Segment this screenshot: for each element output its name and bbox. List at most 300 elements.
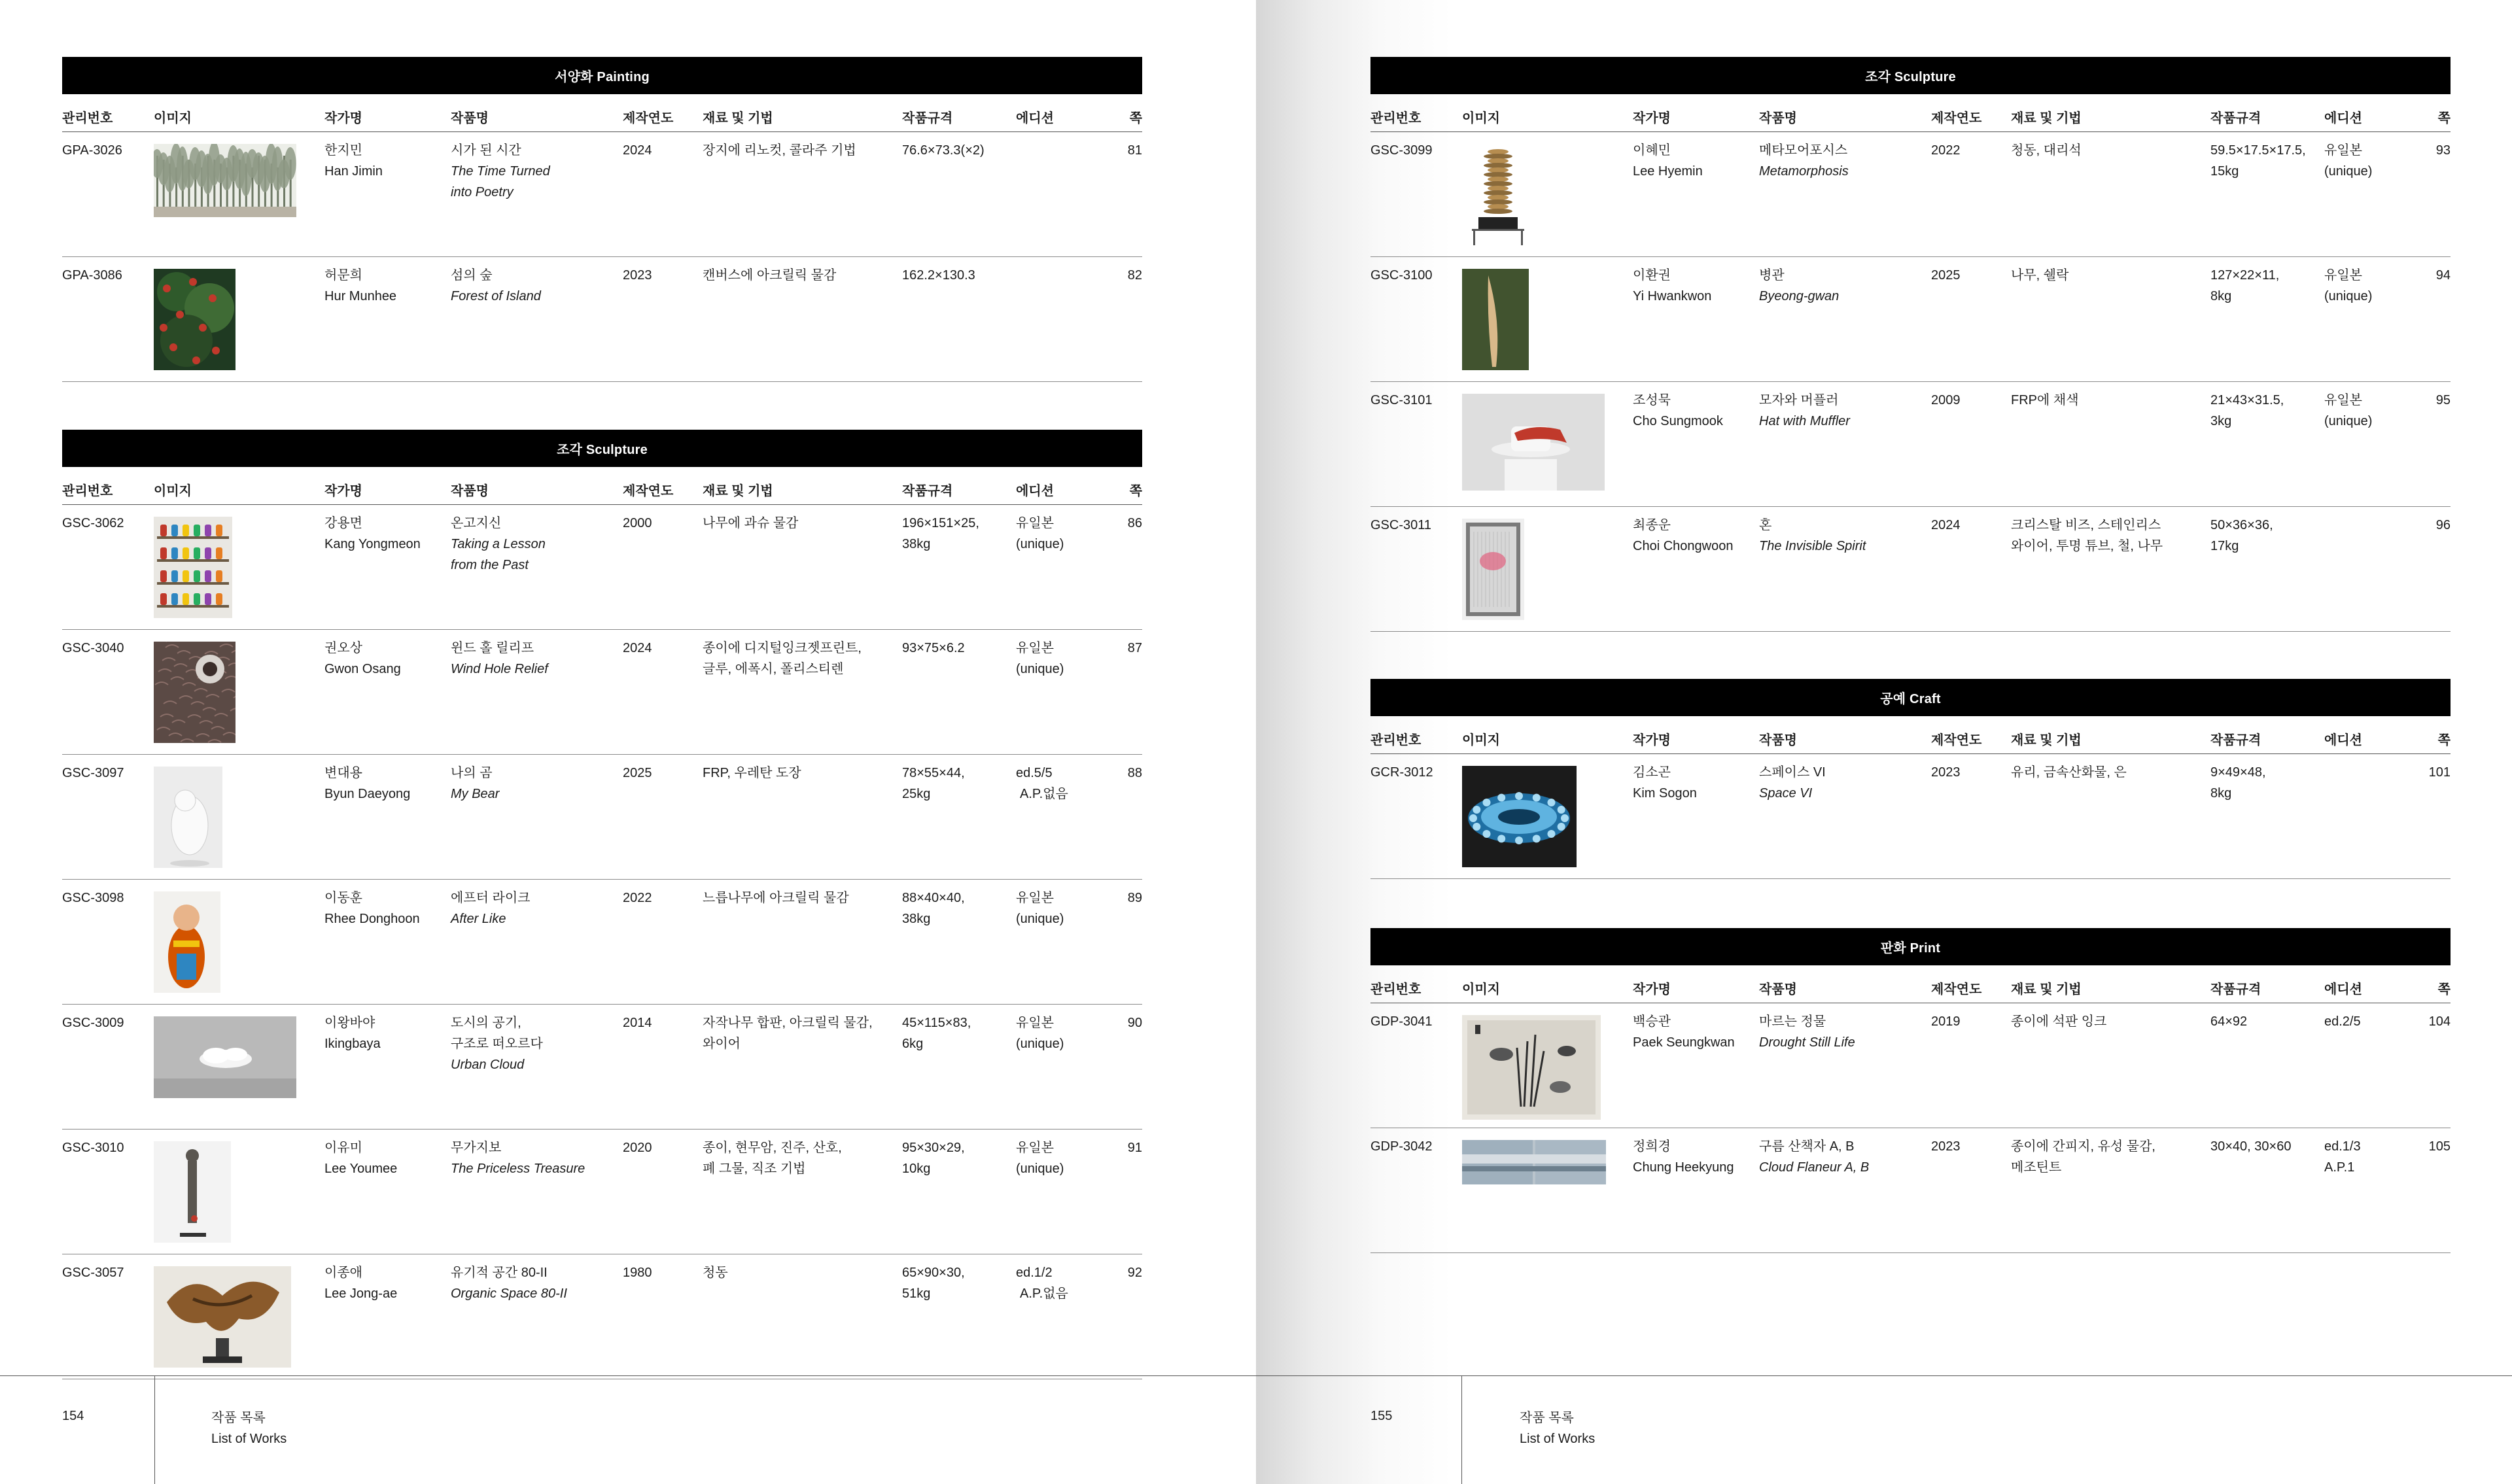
artist-name-en: Kang Yongmeon — [324, 537, 421, 551]
artist-name-kr: 강용면 — [324, 516, 362, 530]
artist-cell — [324, 265, 396, 307]
edition-line: (unique) — [2324, 289, 2373, 303]
edition-line: (unique) — [1016, 1037, 1064, 1051]
page-ref: 95 — [2435, 393, 2451, 407]
page-ref: 94 — [2435, 268, 2451, 283]
material-line: 폐 그물, 직조 기법 — [703, 1162, 806, 1176]
artist-cell — [324, 513, 421, 555]
section-painting — [62, 57, 1142, 382]
title-en: Space VI — [1759, 786, 1813, 801]
footer-title-en: List of Works — [1520, 1432, 1596, 1446]
print-cloud-image — [1462, 1140, 1606, 1184]
size-line: 93×75×6.2 — [902, 641, 965, 655]
artwork-thumbnail — [1462, 394, 1613, 498]
artist-name-en: Kim Sogon — [1633, 786, 1697, 801]
material-line: 자작나무 합판, 아크릴릭 물감, — [703, 1016, 873, 1030]
title-kr: 무가지보 — [451, 1141, 502, 1155]
col-edition: 에디션 — [2324, 111, 2362, 126]
col-id: 관리번호 — [62, 111, 113, 126]
size-cell — [2210, 1011, 2247, 1032]
title-en: Drought Still Life — [1759, 1035, 1855, 1050]
year-cell: 2022 — [623, 891, 652, 905]
material-line: 청동, 대리석 — [2011, 143, 2082, 158]
col-title: 작품명 — [451, 111, 489, 126]
title-cell — [1759, 1011, 1855, 1053]
footer-divider — [0, 1375, 1256, 1376]
title-cell — [1759, 140, 1849, 182]
size-cell — [902, 1262, 965, 1304]
edition-line: ed.1/3 — [2324, 1139, 2361, 1154]
table-row — [62, 630, 1142, 755]
section-header: 서양화 Painting — [62, 57, 1142, 94]
print-stilllife-image — [1462, 1015, 1601, 1120]
edition-line: ed.5/5 — [1016, 766, 1053, 780]
year-cell: 1980 — [623, 1266, 652, 1280]
size-line: 59.5×17.5×17.5, — [2210, 143, 2306, 158]
edition-line: ed.2/5 — [2324, 1014, 2361, 1029]
title-cell — [1759, 390, 1850, 432]
title-cell — [451, 888, 530, 929]
col-image: 이미지 — [1462, 982, 1500, 997]
table-body — [1370, 132, 2451, 632]
material-cell — [2011, 390, 2079, 411]
sculpture-shelves-image — [154, 517, 232, 618]
artist-cell — [1633, 390, 1723, 432]
title-kr: 온고지신 — [451, 516, 502, 530]
edition-line: (unique) — [1016, 1162, 1064, 1176]
material-cell — [2011, 515, 2163, 557]
title-en: Urban Cloud — [451, 1058, 525, 1072]
col-size: 작품규격 — [902, 111, 953, 126]
title-kr: 모자와 머플러 — [1759, 393, 1839, 407]
year-cell: 2024 — [623, 641, 652, 655]
col-year: 제작연도 — [1931, 733, 1982, 748]
sculpture-cloud-image — [154, 1016, 296, 1098]
edition-cell — [1016, 763, 1068, 804]
artwork-id: GSC-3009 — [62, 1016, 124, 1030]
year-cell: 2023 — [1931, 1139, 1961, 1154]
year-cell: 2009 — [1931, 393, 1961, 407]
size-cell — [2210, 390, 2284, 432]
artist-cell — [1633, 1136, 1734, 1178]
page-ref: 81 — [1127, 143, 1142, 158]
artwork-thumbnail — [154, 767, 304, 871]
material-line: 유리, 금속산화물, 은 — [2011, 765, 2127, 780]
artwork-thumbnail — [154, 144, 304, 249]
table-row — [1370, 507, 2451, 632]
material-cell — [2011, 1011, 2106, 1032]
artist-name-en: Paek Seungkwan — [1633, 1035, 1735, 1050]
artist-name-en: Lee Youmee — [324, 1162, 398, 1176]
edition-line: 유일본 — [1016, 891, 1054, 905]
col-id: 관리번호 — [62, 484, 113, 498]
artwork-id: GPA-3026 — [62, 143, 122, 158]
section-craft — [1370, 679, 2451, 879]
artwork-id: GDP-3041 — [1370, 1014, 1433, 1029]
artwork-id: GDP-3042 — [1370, 1139, 1433, 1154]
material-line: FRP, 우레탄 도장 — [703, 766, 801, 780]
title-kr: 시가 된 시간 — [451, 143, 521, 158]
title-kr: 유기적 공간 80-II — [451, 1266, 548, 1280]
page-ref: 105 — [2428, 1139, 2451, 1154]
artwork-thumbnail — [1462, 144, 1613, 249]
size-line: 3kg — [2210, 414, 2232, 428]
painting-trees-image — [154, 144, 296, 217]
col-size: 작품규격 — [2210, 733, 2261, 748]
page-ref: 82 — [1127, 268, 1142, 283]
column-header-row — [1370, 965, 2451, 1003]
col-id: 관리번호 — [1370, 733, 1422, 748]
edition-cell — [1016, 888, 1064, 929]
table-row — [62, 755, 1142, 880]
artwork-thumbnail — [154, 642, 304, 746]
size-line: 6kg — [902, 1037, 924, 1051]
footer-title-en: List of Works — [211, 1432, 287, 1446]
page-number: 154 — [62, 1409, 84, 1423]
edition-line: ed.1/2 — [1016, 1266, 1053, 1280]
material-cell — [2011, 762, 2127, 783]
title-kr: 스페이스 VI — [1759, 765, 1826, 780]
table-row — [1370, 1003, 2451, 1128]
material-cell — [703, 888, 849, 908]
material-cell — [2011, 265, 2068, 286]
artist-name-kr: 허문희 — [324, 268, 362, 283]
size-line: 38kg — [902, 537, 931, 551]
column-header-row — [1370, 94, 2451, 132]
col-edition: 에디션 — [1016, 484, 1054, 498]
artist-name-en: Lee Jong-ae — [324, 1286, 398, 1301]
size-line: 17kg — [2210, 539, 2239, 553]
size-line: 65×90×30, — [902, 1266, 965, 1280]
page-ref: 90 — [1127, 1016, 1142, 1030]
col-artist: 작가명 — [324, 111, 362, 126]
section-header: 조각 Sculpture — [1370, 57, 2451, 94]
artist-cell — [324, 1137, 397, 1179]
size-line: 25kg — [902, 787, 931, 801]
size-line: 9×49×48, — [2210, 765, 2266, 780]
artwork-thumbnail — [1462, 1140, 1613, 1245]
page-ref: 93 — [2435, 143, 2451, 158]
table-body — [62, 505, 1142, 1379]
col-page: 쪽 — [2437, 982, 2451, 997]
edition-cell — [2324, 390, 2372, 432]
size-cell — [902, 140, 985, 161]
artwork-id: GCR-3012 — [1370, 765, 1433, 780]
artwork-thumbnail — [1462, 269, 1613, 373]
edition-line: A.P.없음 — [1020, 1286, 1068, 1301]
table-row — [1370, 257, 2451, 382]
col-year: 제작연도 — [623, 111, 674, 126]
title-cell — [1759, 515, 1866, 557]
artwork-thumbnail — [154, 1016, 304, 1121]
material-cell — [703, 763, 801, 784]
size-line: 38kg — [902, 912, 931, 926]
size-line: 127×22×11, — [2210, 268, 2280, 283]
year-cell: 2020 — [623, 1141, 652, 1155]
size-line: 76.6×73.3(×2) — [902, 143, 985, 158]
year-cell: 2024 — [623, 143, 652, 158]
col-size: 작품규격 — [2210, 982, 2261, 997]
page-ref: 89 — [1127, 891, 1142, 905]
table-row — [1370, 1128, 2451, 1253]
col-material: 재료 및 기법 — [703, 484, 773, 498]
artwork-thumbnail — [154, 269, 304, 373]
title-kr: 섬의 숲 — [451, 268, 493, 283]
edition-cell — [2324, 265, 2372, 307]
material-cell — [2011, 1136, 2155, 1178]
section-print — [1370, 928, 2451, 1253]
title-kr: 메타모어포시스 — [1759, 143, 1848, 158]
material-line: 장지에 리노컷, 콜라주 기법 — [703, 143, 856, 158]
col-title: 작품명 — [1759, 733, 1797, 748]
edition-line: 유일본 — [2324, 393, 2362, 407]
size-cell — [2210, 265, 2279, 307]
sculpture-organic-image — [154, 1266, 291, 1368]
artist-cell — [324, 763, 410, 804]
table-row — [1370, 754, 2451, 879]
edition-cell — [1016, 513, 1064, 555]
page-ref: 88 — [1127, 766, 1142, 780]
title-kr: 혼 — [1759, 518, 1772, 532]
material-line: 글루, 에폭시, 폴리스티렌 — [703, 662, 844, 676]
col-page: 쪽 — [1129, 111, 1142, 126]
artist-cell — [324, 888, 420, 929]
title-en: from the Past — [451, 558, 529, 572]
artwork-id: GSC-3011 — [1370, 518, 1432, 532]
col-year: 제작연도 — [623, 484, 674, 498]
year-cell: 2000 — [623, 516, 652, 530]
year-cell: 2022 — [1931, 143, 1961, 158]
col-artist: 작가명 — [1633, 733, 1671, 748]
artist-name-en: Lee Hyemin — [1633, 164, 1703, 179]
col-artist: 작가명 — [1633, 111, 1671, 126]
footer-vertical-divider — [154, 1375, 155, 1484]
artist-cell — [1633, 1011, 1735, 1053]
artist-cell — [1633, 515, 1733, 557]
page-ref: 96 — [2435, 518, 2451, 532]
artist-name-en: Yi Hwankwon — [1633, 289, 1712, 303]
artwork-id: GSC-3062 — [62, 516, 124, 530]
table-row — [62, 257, 1142, 382]
size-cell — [902, 638, 965, 659]
title-kr: 마르는 정물 — [1759, 1014, 1826, 1029]
title-en: The Time Turned — [451, 164, 550, 179]
size-cell — [902, 763, 965, 804]
section-header: 판화 Print — [1370, 928, 2451, 965]
artist-cell — [1633, 140, 1703, 182]
material-cell — [703, 1137, 842, 1179]
size-cell — [902, 1137, 965, 1179]
artist-name-kr: 김소곤 — [1633, 765, 1671, 780]
col-size: 작품규격 — [2210, 111, 2261, 126]
painting-forest-image — [154, 269, 236, 370]
footer-vertical-divider — [1461, 1375, 1462, 1484]
artist-name-en: Rhee Donghoon — [324, 912, 420, 926]
artwork-thumbnail — [1462, 766, 1613, 871]
page-ref: 92 — [1127, 1266, 1142, 1280]
col-title: 작품명 — [451, 484, 489, 498]
edition-cell — [1016, 1012, 1064, 1054]
title-cell — [1759, 1136, 1869, 1178]
artist-name-kr: 정희경 — [1633, 1139, 1671, 1154]
material-cell — [703, 1012, 873, 1054]
artist-name-en: Hur Munhee — [324, 289, 397, 303]
artist-cell — [324, 1262, 397, 1304]
artist-name-kr: 최종운 — [1633, 518, 1671, 532]
edition-cell — [2324, 140, 2372, 182]
page-ref: 91 — [1127, 1141, 1142, 1155]
title-en: Metamorphosis — [1759, 164, 1849, 179]
col-image: 이미지 — [1462, 733, 1500, 748]
artist-name-kr: 변대용 — [324, 766, 362, 780]
size-line: 78×55×44, — [902, 766, 965, 780]
title-en: Hat with Muffler — [1759, 414, 1850, 428]
table-row — [62, 1005, 1142, 1130]
artwork-thumbnail — [1462, 1015, 1613, 1120]
title-en: Cloud Flaneur A, B — [1759, 1160, 1870, 1175]
material-cell — [703, 1262, 728, 1283]
artwork-id: GSC-3040 — [62, 641, 124, 655]
table-body — [1370, 754, 2451, 879]
edition-line: 유일본 — [1016, 1141, 1054, 1155]
sculpture-wood-image — [1462, 269, 1529, 370]
table-row — [62, 505, 1142, 630]
col-material: 재료 및 기법 — [703, 111, 773, 126]
section-sculpture-right — [1370, 57, 2451, 632]
footer-title-kr: 작품 목록 — [211, 1411, 266, 1425]
section-header: 공예 Craft — [1370, 679, 2451, 716]
col-page: 쪽 — [2437, 733, 2451, 748]
edition-line: (unique) — [2324, 164, 2373, 179]
col-year: 제작연도 — [1931, 982, 1982, 997]
artwork-id: GSC-3101 — [1370, 393, 1433, 407]
col-material: 재료 및 기법 — [2011, 111, 2082, 126]
edition-cell — [2324, 1011, 2361, 1032]
material-cell — [703, 513, 798, 534]
size-line: 30×40, 30×60 — [2210, 1139, 2292, 1154]
title-en: Wind Hole Relief — [451, 662, 548, 676]
material-line: 종이에 간피지, 유성 물감, — [2011, 1139, 2155, 1154]
artist-name-en: Gwon Osang — [324, 662, 401, 676]
title-en: The Invisible Spirit — [1759, 539, 1866, 553]
material-line: 와이어 — [703, 1037, 741, 1051]
title-en: into Poetry — [451, 185, 514, 199]
column-header-row — [62, 94, 1142, 132]
col-page: 쪽 — [2437, 111, 2451, 126]
artist-name-kr: 한지민 — [324, 143, 362, 158]
artist-name-en: Chung Heekyung — [1633, 1160, 1734, 1175]
col-edition: 에디션 — [2324, 982, 2362, 997]
title-kr: 윈드 홀 릴리프 — [451, 641, 534, 655]
artist-name-en: Choi Chongwoon — [1633, 539, 1734, 553]
title-en: My Bear — [451, 787, 500, 801]
title-en: Organic Space 80-II — [451, 1286, 567, 1301]
edition-line: (unique) — [1016, 912, 1064, 926]
artwork-id: GSC-3057 — [62, 1266, 124, 1280]
title-kr: 병관 — [1759, 268, 1785, 283]
title-cell — [451, 265, 541, 307]
title-cell — [451, 763, 499, 804]
edition-line: 유일본 — [1016, 516, 1054, 530]
edition-line: 유일본 — [1016, 1016, 1054, 1030]
year-cell: 2019 — [1931, 1014, 1961, 1029]
sculpture-bear-image — [154, 767, 222, 868]
edition-cell — [2324, 1136, 2361, 1178]
size-line: 88×40×40, — [902, 891, 965, 905]
col-artist: 작가명 — [324, 484, 362, 498]
title-en: After Like — [451, 912, 506, 926]
size-line: 8kg — [2210, 289, 2232, 303]
artist-name-kr: 이혜민 — [1633, 143, 1671, 158]
material-cell — [703, 265, 836, 286]
col-image: 이미지 — [154, 484, 192, 498]
material-line: 나무에 과슈 물감 — [703, 516, 799, 530]
year-cell: 2024 — [1931, 518, 1961, 532]
size-line: 162.2×130.3 — [902, 268, 975, 283]
section-sculpture-left — [62, 430, 1142, 1379]
edition-line: A.P.없음 — [1020, 787, 1068, 801]
artist-name-kr: 권오상 — [324, 641, 362, 655]
table-row — [62, 880, 1142, 1005]
size-cell — [902, 1012, 971, 1054]
col-edition: 에디션 — [1016, 111, 1054, 126]
col-artist: 작가명 — [1633, 982, 1671, 997]
table-body — [1370, 1003, 2451, 1253]
sculpture-hat-image — [1462, 394, 1605, 491]
material-line: 종이, 현무암, 진주, 산호, — [703, 1141, 842, 1155]
edition-line: (unique) — [2324, 414, 2373, 428]
artist-name-kr: 조성묵 — [1633, 393, 1671, 407]
column-header-row — [1370, 716, 2451, 754]
artist-cell — [1633, 762, 1697, 804]
size-line: 196×151×25, — [902, 516, 979, 530]
material-line: 청동 — [703, 1266, 728, 1280]
size-line: 21×43×31.5, — [2210, 393, 2284, 407]
sculpture-standing-image — [154, 1141, 231, 1243]
size-cell — [902, 888, 965, 929]
edition-cell — [1016, 1137, 1064, 1179]
artwork-id: GSC-3097 — [62, 766, 124, 780]
table-row — [62, 1254, 1142, 1379]
table-row — [62, 1130, 1142, 1254]
footer-title-kr: 작품 목록 — [1520, 1411, 1574, 1425]
footer-divider — [1256, 1375, 2512, 1376]
artwork-thumbnail — [1462, 519, 1613, 623]
col-edition: 에디션 — [2324, 733, 2362, 748]
title-cell — [1759, 265, 1839, 307]
title-kr: 구름 산책자 A, B — [1759, 1139, 1855, 1154]
col-image: 이미지 — [154, 111, 192, 126]
edition-line: (unique) — [1016, 662, 1064, 676]
year-cell: 2014 — [623, 1016, 652, 1030]
col-id: 관리번호 — [1370, 111, 1422, 126]
table-body — [62, 132, 1142, 382]
artwork-id: GSC-3099 — [1370, 143, 1433, 158]
material-cell — [2011, 140, 2082, 161]
artwork-thumbnail — [154, 891, 304, 996]
title-en: The Priceless Treasure — [451, 1162, 585, 1176]
section-header: 조각 Sculpture — [62, 430, 1142, 467]
page-ref: 101 — [2428, 765, 2451, 780]
material-cell — [703, 638, 862, 680]
artist-cell — [324, 638, 401, 680]
size-cell — [2210, 1136, 2291, 1157]
artwork-thumbnail — [154, 517, 304, 621]
table-row — [1370, 382, 2451, 507]
artwork-thumbnail — [154, 1141, 304, 1246]
year-cell: 2023 — [623, 268, 652, 283]
title-cell — [451, 1012, 543, 1075]
